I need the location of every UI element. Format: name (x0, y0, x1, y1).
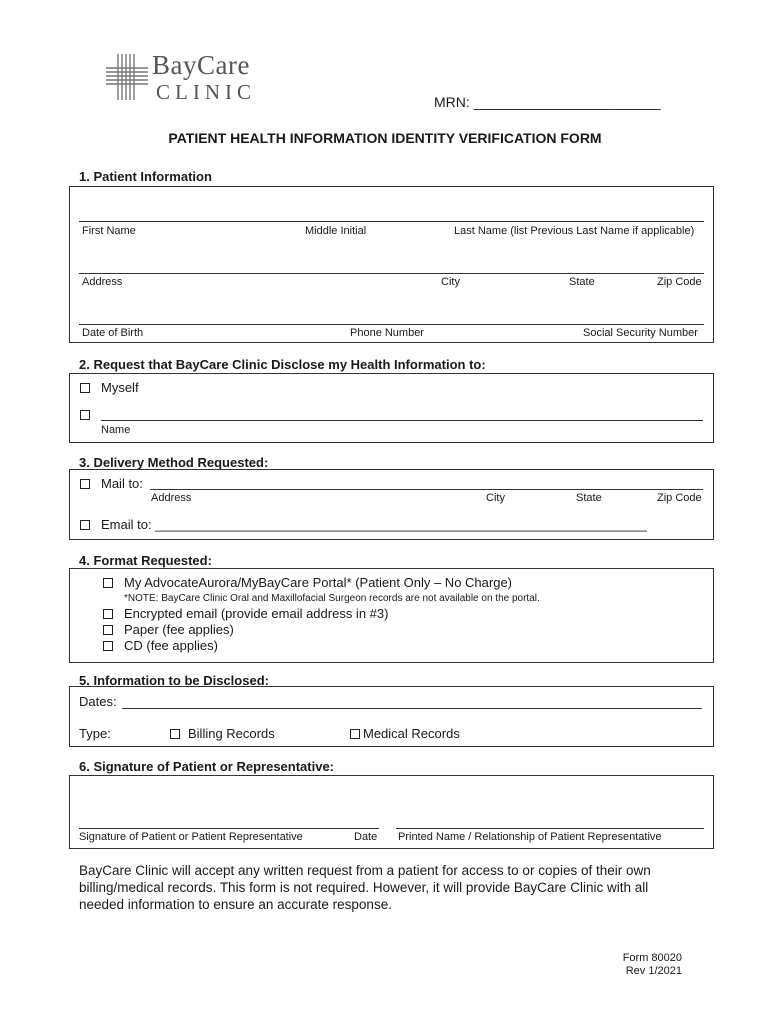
phone-label: Phone Number (350, 327, 424, 339)
address-label: Address (82, 276, 123, 288)
dates-label: Dates: (79, 694, 117, 709)
section-3-heading: 3. Delivery Method Requested: (79, 455, 269, 470)
mail-city-label: City (486, 492, 505, 504)
recipient-name-line[interactable] (101, 420, 703, 421)
address-line[interactable] (79, 273, 704, 274)
signature-label: Signature of Patient or Patient Representative (79, 831, 303, 843)
state-label: State (569, 276, 595, 288)
cd-checkbox[interactable] (103, 641, 113, 651)
medical-checkbox[interactable] (350, 729, 360, 739)
myself-checkbox[interactable] (80, 383, 90, 393)
zip-label: Zip Code (657, 276, 702, 288)
mail-to-label: Mail to: (101, 476, 143, 491)
disclose-to-box (69, 373, 714, 443)
format-box (69, 568, 714, 663)
other-recipient-checkbox[interactable] (80, 410, 90, 420)
ssn-label: Social Security Number (583, 327, 698, 339)
cross-logo-icon (104, 52, 150, 102)
first-name-label: First Name (82, 225, 136, 237)
logo-name-top: BayCare (152, 50, 250, 80)
name-line[interactable] (79, 221, 704, 222)
billing-checkbox[interactable] (170, 729, 180, 739)
logo-name-bottom: CLINIC (156, 80, 256, 104)
section-2-heading: 2. Request that BayCare Clinic Disclose my Health Information to: (79, 357, 486, 372)
mail-state-label: State (576, 492, 602, 504)
signature-line[interactable] (79, 828, 379, 829)
dob-line[interactable] (79, 324, 704, 325)
portal-label: My AdvocateAurora/MyBayCare Portal* (Patient Only – No Charge) (124, 575, 513, 590)
portal-checkbox[interactable] (103, 578, 113, 588)
printed-name-label: Printed Name / Relationship of Patient Representative (398, 831, 662, 843)
dob-label: Date of Birth (82, 327, 144, 339)
mail-checkbox[interactable] (80, 479, 90, 489)
section-5-heading: 5. Information to be Disclosed: (79, 673, 269, 688)
cd-label: CD (fee applies) (124, 638, 218, 653)
dates-line[interactable] (122, 708, 702, 709)
portal-note: *NOTE: BayCare Clinic Oral and Maxillofacial Surgeon records are not available on the portal. (124, 593, 540, 604)
medical-label: Medical Records (363, 726, 460, 741)
paper-label: Paper (fee applies) (124, 622, 234, 637)
mrn-field[interactable]: MRN: ________________________ (434, 94, 661, 110)
type-label: Type: (79, 726, 111, 741)
section-1-heading: 1. Patient Information (79, 169, 212, 184)
printed-name-line[interactable] (396, 828, 704, 829)
encrypted-email-checkbox[interactable] (103, 609, 113, 619)
section-4-heading: 4. Format Requested: (79, 553, 212, 568)
form-number: Form 80020 (622, 952, 682, 964)
city-label: City (441, 276, 460, 288)
disclaimer-paragraph (79, 862, 651, 913)
billing-label: Billing Records (188, 726, 275, 741)
middle-initial-label: Middle Initial (305, 225, 367, 237)
email-to-field[interactable]: Email to: ____________________________________________________________________ (101, 517, 647, 532)
form-title: PATIENT HEALTH INFORMATION IDENTITY VERIFICATION FORM (168, 130, 602, 146)
disclaimer-line-2: billing/medical records. This form is not required. However, it will provide BayCare Clinic with all (79, 880, 649, 895)
email-checkbox[interactable] (80, 520, 90, 530)
date-label: Date (354, 831, 378, 843)
paper-checkbox[interactable] (103, 625, 113, 635)
myself-label: Myself (101, 380, 139, 395)
patient-info-box (69, 186, 714, 343)
signature-box (69, 775, 714, 849)
mail-address-line[interactable] (150, 489, 703, 490)
mail-zip-label: Zip Code (657, 492, 702, 504)
information-box (69, 686, 714, 747)
encrypted-email-label: Encrypted email (provide email address in #3) (124, 606, 389, 621)
mail-address-label: Address (151, 492, 192, 504)
delivery-method-box (69, 469, 714, 540)
section-6-heading: 6. Signature of Patient or Representative: (79, 759, 335, 774)
recipient-name-label: Name (101, 424, 131, 436)
disclaimer-line-3: needed information to ensure an accurate response. (79, 897, 392, 912)
form-revision: Rev 1/2021 (625, 965, 682, 977)
disclaimer-line-1: BayCare Clinic will accept any written request from a patient for access to or copies of their own (79, 863, 651, 878)
last-name-label: Last Name (list Previous Last Name if applicable) (454, 225, 695, 237)
